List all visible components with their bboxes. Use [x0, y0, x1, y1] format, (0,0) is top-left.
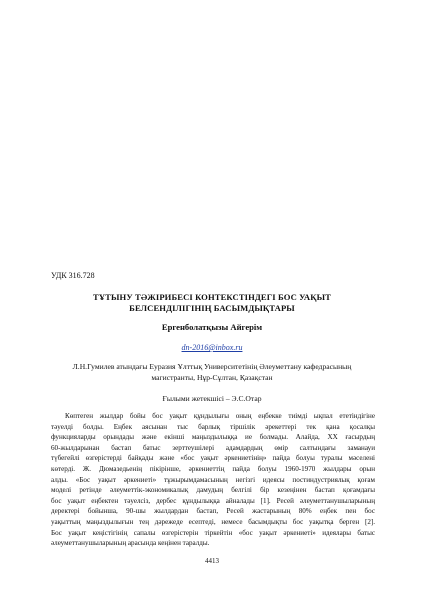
body-line: әлеуметтанушыларының арасында кеңінен таралды.: [51, 539, 210, 548]
body-line: моделі ретінде әлеуметтік-экономикалық дамудың белгілі бір кезеңінен бастап қоғамдағы: [51, 486, 375, 495]
body-line: функцияларды орындады және екінші маңыздылыққа ие болмады. Алайда, ХХ ғасырдың: [51, 433, 375, 442]
author-name: Ергенболатқызы Айгерім: [161, 322, 263, 332]
author-email-link[interactable]: dn-2016@inbox.ru: [181, 343, 243, 352]
body-line: Көптеген жылдар бойы бос уақыт құндылығы оның еңбекке тиімді ықпал ететіндігіне: [65, 412, 375, 420]
body-paragraph: [51, 411, 375, 549]
body-line: 60-жылдарынан бастап батыс зерттеушілері адамдардың өмір салтындағы заманауи: [51, 443, 375, 452]
body-line: бос уақыт еңбектен тәуелсіз, дербес құндылыққа айналады [1]. Ресей әлеуметтанушыларының: [51, 496, 375, 505]
affiliation-line-1: Л.Н.Гумилев атындағы Еуразия Ұлттық Университетінің Әлеуметтану кафедрасының: [72, 362, 352, 371]
supervisor: Ғылыми жетекшісі – Э.С.Отар: [162, 394, 262, 403]
udk-code: УДК 316.728: [51, 271, 95, 280]
article-title-line-2: БЕЛСЕНДІЛІГІНІҢ БАСЫМДЫҚТАРЫ: [129, 303, 295, 313]
body-line: уақыттың маңыздылығын тең дәрежеде есептеді, немесе басымдықты бос уақытқа берген [2].: [51, 517, 375, 526]
page-number: 4413: [205, 557, 219, 565]
article-title-line-1: ТҰТЫНУ ТӘЖІРИБЕСІ КОНТЕКСТІНДЕГІ БОС УАҚЫТ: [93, 292, 331, 302]
body-line: деректері бойынша, 90-шы жылдардан бастап, Ресей жастарының 80% еңбек пен бос: [51, 507, 375, 516]
affiliation-line-2: магистранты, Нұр-Сұлтан, Қазақстан: [151, 373, 273, 382]
body-line: тәуелді болды. Еңбек аясынан тыс барлық тіршілік әрекеттері тек қана қосалқы: [51, 422, 375, 431]
body-line: Бос уақыт кеңістігінің сапалы өзгерістерін тіркейтін «бос уақыт әркениеті» идеялары батыс: [51, 528, 375, 537]
body-line: түбегейлі өзгерістерді байқады және «бос уақыт әркениетінің» пайда болуы туралы мәселені: [51, 454, 375, 463]
body-line: алды. «Бос уақыт әркениеті» тұжырымдамасының негізгі идеясы постиндустриялық қоғам: [51, 475, 375, 484]
body-line: көтерді. Ж. Дюмазедьенің пікірінше, әркениеттің пайда болуы 1960-1970 жылдары орын: [51, 464, 375, 473]
